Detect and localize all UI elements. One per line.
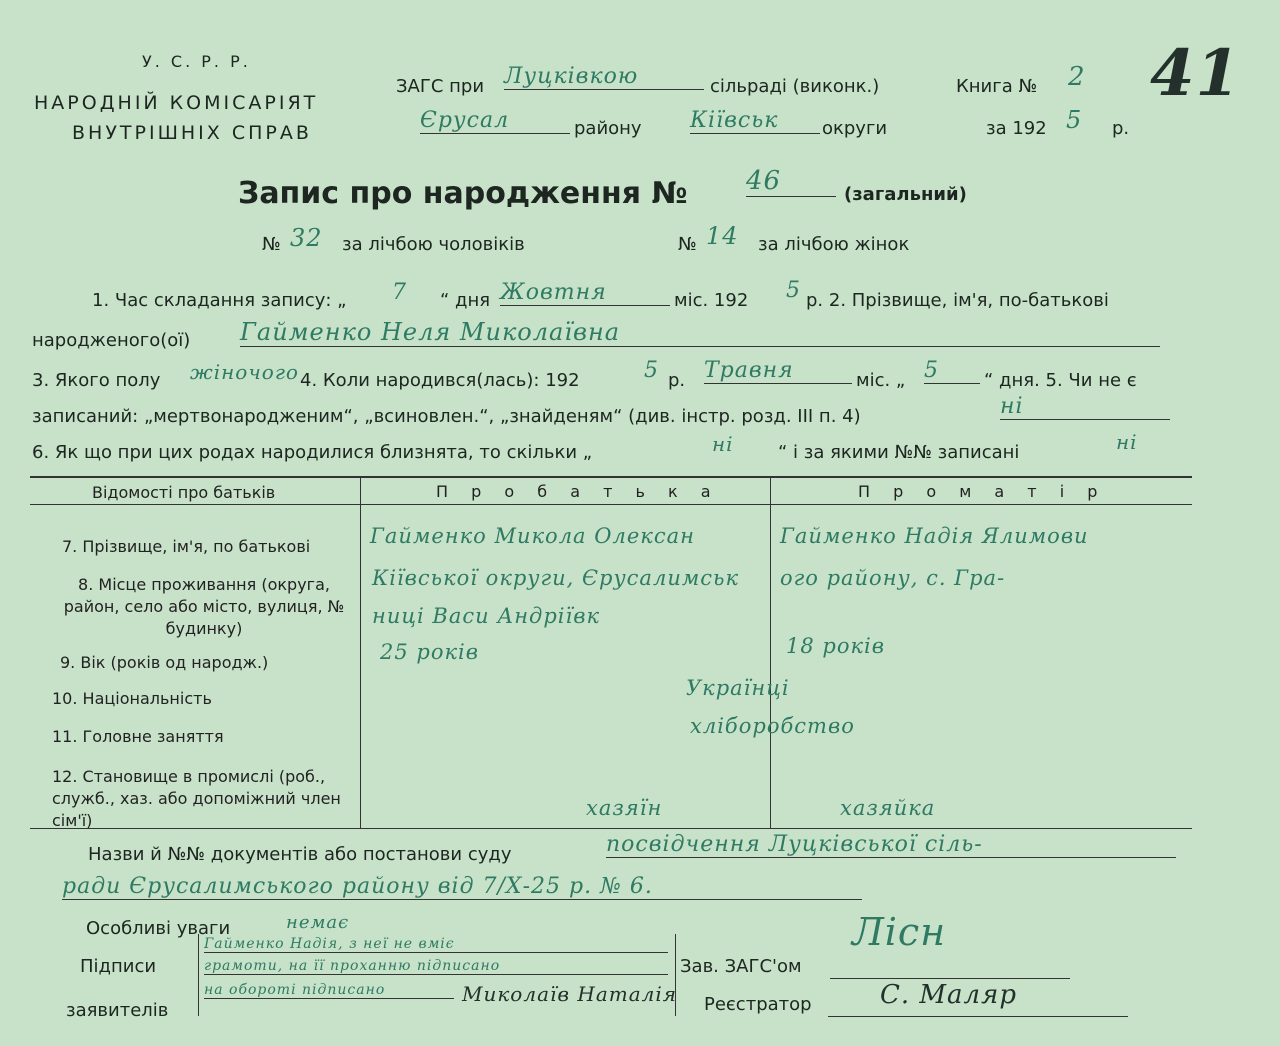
f6-hand2: ні [1116, 430, 1138, 454]
father-age: 25 років [380, 640, 479, 664]
f1-day-label: “ дня [440, 290, 491, 311]
head-sign-line [830, 978, 1070, 979]
f4-year-hand: 5 [644, 358, 659, 383]
f4-month-hand: Травня [704, 358, 852, 384]
f1-day-hand: 7 [392, 280, 407, 305]
docs-label: Назви й №№ документів або постанови суду [88, 844, 512, 865]
f2-label: народженого(ої) [32, 330, 191, 351]
row-label-occupation: 11. Головне заняття [52, 727, 224, 746]
f1-month-hand: Жовтня [500, 280, 670, 306]
f4-day-label: “ дня. 5. Чи не є [984, 370, 1137, 391]
f3-hand: жіночого [190, 360, 299, 384]
f1-month-label: міс. 192 [674, 290, 749, 311]
signatures-label: Підписи [80, 956, 157, 977]
ministry-line2: ВНУТРІШНІХ СПРАВ [72, 122, 312, 144]
mother-age: 18 років [786, 634, 885, 658]
mother-name: Гайменко Надія Ялимови [780, 524, 1089, 548]
women-prefix: № [678, 234, 697, 255]
women-label: за лічбою жінок [758, 234, 910, 255]
year-hand: 5 [1066, 106, 1083, 134]
nationality-value: Українці [686, 676, 790, 700]
okrug-hand: Кіївськ [690, 108, 820, 134]
year-suffix: р. [1112, 118, 1130, 139]
f4-r: р. [668, 370, 686, 391]
occupation-value: хліборобство [690, 714, 855, 738]
f4-month-label: міс. „ [856, 370, 906, 391]
signature-line-3: на обороті підписано [204, 982, 454, 999]
f5-hand: ні [1000, 394, 1170, 420]
table-header-father: П р о б а т ь к а [436, 482, 720, 501]
father-name: Гайменко Микола Олексан [370, 524, 695, 548]
corner-number: 41 [1150, 36, 1242, 111]
row-label-status: 12. Становище в промислі (роб., служб., хаз. або допоміжний член сім'ї) [52, 767, 341, 830]
table-header-mother: П р о м а т і р [858, 482, 1107, 501]
signature-applicant: Миколаїв Наталія [462, 982, 678, 1006]
record-number-hand: 46 [746, 166, 836, 197]
mother-status: хазяйка [840, 796, 936, 820]
record-general: (загальний) [844, 184, 967, 205]
men-hand: 32 [290, 224, 323, 252]
registrar-signature: С. Маляр [880, 980, 1017, 1010]
signature-line-2: грамоти, на її проханню підписано [204, 958, 668, 975]
f5-label: записаний: „мертвонародженим“, „всиновлен.“, „знайденям“ (див. інстр. розд. III п. 4) [32, 406, 861, 427]
record-title: Запис про народження № [238, 176, 688, 211]
notes-label: Особливі уваги [86, 918, 231, 939]
head-label: Зав. ЗАГС'ом [680, 956, 802, 977]
zags-hand: Луцківкою [504, 64, 704, 90]
year-prefix: за 192 [986, 118, 1047, 139]
f1-prefix: 1. Час складання запису: „ [92, 290, 347, 311]
district-hand: Єрусал [420, 108, 570, 134]
f1-year-hand: 5 [786, 278, 801, 303]
f1-year-label: р. 2. Прізвище, ім'я, по-батькові [806, 290, 1109, 311]
f6-label2: “ і за якими №№ записані [778, 442, 1020, 463]
father-status: хазяїн [586, 796, 663, 820]
f3-label: 3. Якого полу [32, 370, 161, 391]
book-hand: 2 [1068, 62, 1086, 92]
table-divider-2 [770, 476, 771, 828]
applicants-label: заявителів [66, 1000, 169, 1021]
father-address-cont: ниці Васи Андріївк [372, 604, 600, 628]
book-label: Книга № [956, 76, 1038, 97]
mother-address: ого району, с. Гра- [780, 566, 1006, 590]
men-label: за лічбою чоловіків [342, 234, 525, 255]
head-signature: Лісн [852, 910, 947, 954]
table-header-rule [30, 504, 1192, 505]
signature-line-1: Гайменко Надія, з неї не вміє [204, 936, 668, 953]
father-address: Кіївської округи, Єрусалимськ [372, 566, 739, 590]
docs-hand-1: посвідчення Луцківської сіль- [606, 832, 1176, 858]
registrar-sign-line [828, 1016, 1128, 1017]
f4-day-hand: 5 [924, 358, 980, 384]
row-label-name: 7. Прізвище, ім'я, по батькові [62, 537, 311, 556]
table-top-rule [30, 476, 1192, 478]
zags-prefix: ЗАГС при [396, 76, 485, 97]
okrug-label: округи [822, 118, 888, 139]
docs-hand-2: ради Єрусалимського району від 7/Х-25 р. № 6. [62, 874, 862, 900]
zags-suffix: сільраді (виконк.) [710, 76, 880, 97]
f6-label: 6. Як що при цих родах народилися близнята, то скільки „ [32, 442, 593, 463]
table-divider-1 [360, 476, 361, 828]
women-hand: 14 [706, 222, 739, 250]
district-label: району [574, 118, 642, 139]
notes-hand: немає [286, 912, 350, 933]
f2-hand: Гайменко Неля Миколаївна [240, 318, 1160, 347]
f4-label: 4. Коли народився(лась): 192 [300, 370, 580, 391]
row-label-address: 8. Місце проживання (округа, район, село або місто, вулиця, № будинку) [63, 575, 345, 638]
row-label-nationality: 10. Національність [52, 689, 212, 708]
row-label-age: 9. Вік (років од народж.) [60, 653, 269, 672]
men-prefix: № [262, 234, 281, 255]
ministry-line1: НАРОДНІЙ КОМІСАРІЯТ [34, 92, 319, 114]
registrar-label: Реєстратор [704, 994, 812, 1015]
table-header-info: Відомості про батьків [92, 483, 276, 502]
f6-hand: ні [712, 432, 734, 456]
ussr-label: У. С. Р. Р. [142, 52, 251, 71]
